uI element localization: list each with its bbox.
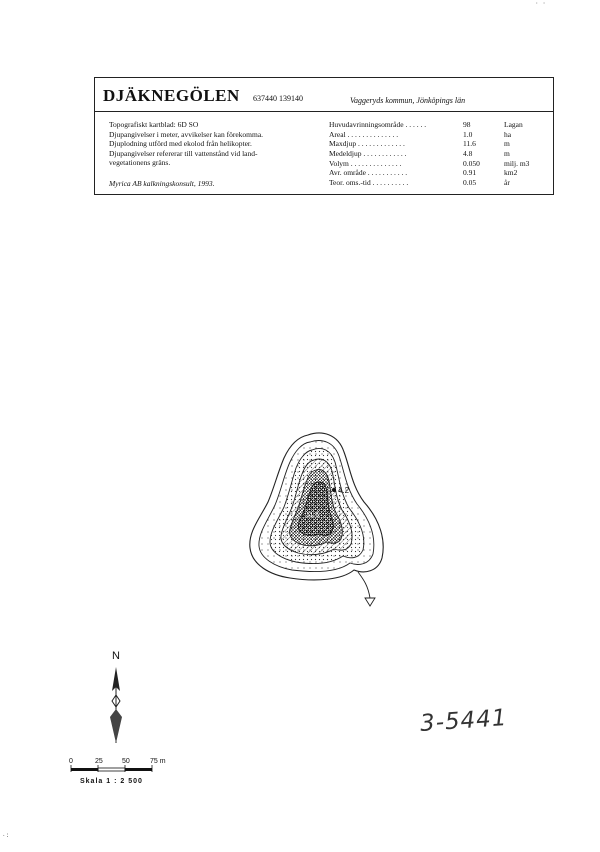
max-depth-label: 11.6 [306, 512, 320, 519]
stat-value: 0.050 [463, 158, 480, 168]
scale-tick-75: 75 m [150, 758, 166, 765]
stat-row [329, 168, 551, 178]
note-line: Djupangivelser refererar till vattenstånd vid land- [109, 148, 258, 158]
outlet-stream [358, 572, 370, 598]
scale-tick-25: 25 [95, 758, 103, 765]
credit: Myrica AB kalkningskonsult, 1993. [109, 179, 215, 188]
stat-row [329, 139, 551, 149]
stat-row [329, 159, 551, 169]
stat-label: Maxdjup . . . . . . . . . . . . . [329, 139, 405, 149]
stat-label: Avr. område . . . . . . . . . . . [329, 168, 408, 178]
note-line: Djuplodning utförd med ekolod från helikopter. [109, 139, 252, 148]
stat-row [329, 120, 551, 130]
stat-unit: m [504, 149, 510, 159]
lake-info-box [94, 77, 554, 195]
lake-statistics [329, 120, 551, 188]
note-line: vegetationens gräns. [109, 158, 171, 167]
scan-mark: ∙: [2, 832, 10, 839]
scale-tick-0: 0 [69, 758, 73, 765]
stat-row [329, 178, 551, 188]
scale-caption: Skala 1 : 2 500 [80, 778, 143, 785]
stat-unit: m [504, 139, 510, 149]
corner-mark: · · [535, 0, 546, 7]
coordinates: 637440 139140 [253, 94, 303, 103]
scale-tick-50: 50 [122, 758, 130, 765]
stat-label: Areal . . . . . . . . . . . . . . [329, 129, 399, 139]
notes [109, 120, 309, 168]
bathymetric-map [230, 410, 410, 610]
stat-unit: år [504, 178, 510, 188]
stat-value: 11.6 [463, 139, 476, 149]
depth-mark-label: 4.2 [338, 486, 350, 495]
stat-unit: km2 [504, 168, 518, 178]
stat-label: Huvudavrinningsområde . . . . . . [329, 120, 427, 129]
stat-unit: milj. m3 [504, 158, 530, 168]
stat-value: 0.05 [463, 178, 477, 188]
note-line: Djupangivelser i meter, avvikelser kan förekomma. [109, 129, 264, 139]
stat-unit: Lagan [504, 120, 523, 129]
stat-value: 98 [463, 120, 471, 129]
depth-point-marker [332, 488, 336, 492]
municipality: Vaggeryds kommun, Jönköpings län [350, 96, 466, 105]
stat-label: Teor. oms.-tid . . . . . . . . . . [329, 178, 409, 188]
north-arrow-icon [104, 665, 128, 745]
stat-value: 4.8 [463, 149, 473, 159]
stat-label: Medeldjup . . . . . . . . . . . . [329, 149, 407, 159]
stat-value: 0.91 [463, 168, 477, 178]
stat-value: 1.0 [463, 129, 473, 139]
outlet-arrow-icon [365, 598, 375, 606]
stat-unit: ha [504, 129, 512, 139]
catalog-number: 3-5441 [419, 704, 509, 738]
lake-name: DJÄKNEGÖLEN [103, 86, 240, 105]
stat-row [329, 149, 551, 159]
stat-label: Volym . . . . . . . . . . . . . . [329, 158, 402, 168]
title-row [95, 78, 553, 112]
note-line: Topografiskt kartblad: 6D SO [109, 120, 199, 129]
stat-row [329, 130, 551, 140]
north-label: N [112, 650, 120, 662]
